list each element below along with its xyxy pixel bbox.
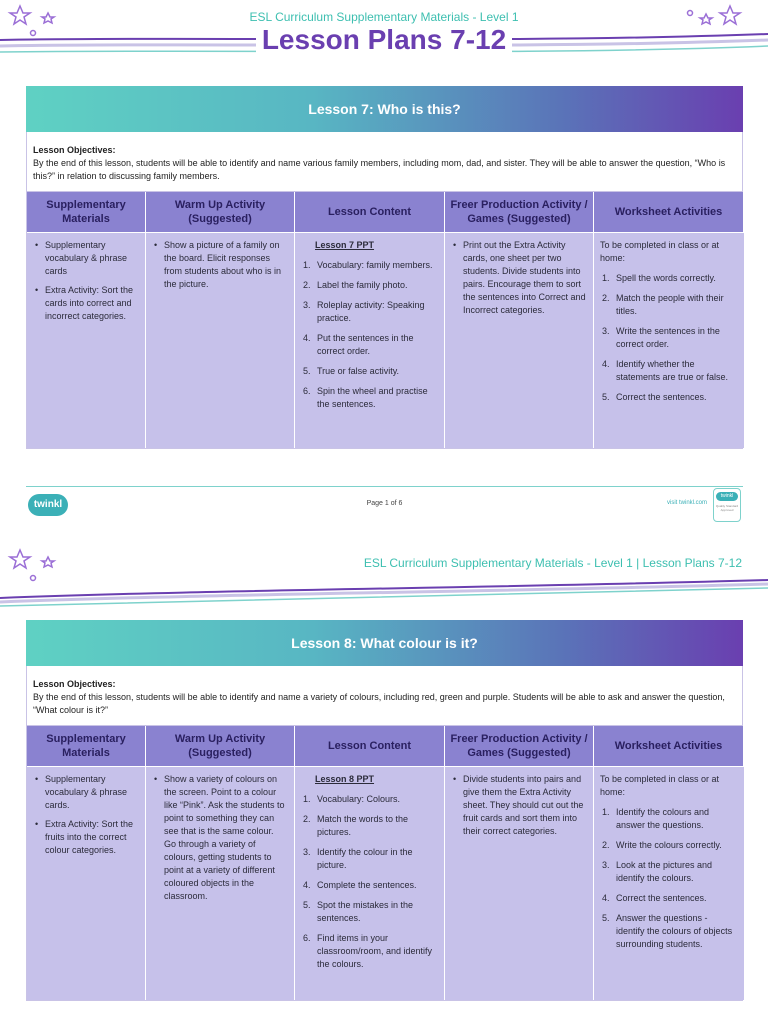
- list-item: Vocabulary: family members.: [317, 260, 433, 270]
- list-item: Correct the sentences.: [616, 392, 707, 402]
- column-header: Warm Up Activity (Suggested): [146, 726, 295, 766]
- warmup-cell: [146, 232, 295, 448]
- document-subtitle: ESL Curriculum Supplementary Materials - Level 1: [249, 10, 519, 24]
- worksheet-cell: [594, 232, 744, 448]
- list-item: Identify whether the statements are true or false.: [616, 359, 729, 382]
- page-header: [0, 540, 768, 610]
- list-item: Put the sentences in the correct order.: [317, 333, 414, 356]
- list-item: • Show a variety of colours on the screen. Point to a colour like “Pink”. Ask the students to point to something they can see that is the same colour. Go through a variety of colours, getting students to point at a variety of different coloured objects in the classroom.: [152, 773, 288, 903]
- worksheet-cell: [594, 766, 744, 1000]
- worksheet-intro: To be completed in class or at home:: [600, 240, 720, 263]
- page-footer: [26, 480, 743, 526]
- objectives-label: Lesson Objectives:: [33, 679, 116, 689]
- list-item: • Extra Activity: Sort the cards into correct and incorrect categories.: [33, 284, 139, 323]
- list-item: Label the family photo.: [317, 280, 408, 290]
- lesson-title: Lesson 8: What colour is it?: [26, 620, 743, 666]
- list-item: Write the sentences in the correct order.: [616, 326, 720, 349]
- warmup-cell: [146, 766, 295, 1000]
- page-header: [0, 0, 768, 66]
- list-item: Answer the questions - identify the colours of objects surrounding students.: [616, 913, 733, 949]
- column-header: Lesson Content: [295, 192, 445, 232]
- worksheet-intro: To be completed in class or at home:: [600, 774, 720, 797]
- list-item: Match the people with their titles.: [616, 293, 724, 316]
- content-cell: [295, 766, 445, 1000]
- content-cell: [295, 232, 445, 448]
- column-header: Worksheet Activities: [594, 726, 744, 766]
- list-item: True or false activity.: [317, 366, 400, 376]
- page-number: Page 1 of 6: [366, 500, 403, 507]
- lesson-7-table: [26, 86, 743, 449]
- list-item: • Supplementary vocabulary & phrase cards: [33, 239, 139, 278]
- freer-production-cell: [445, 232, 594, 448]
- document-subtitle: ESL Curriculum Supplementary Materials - Level 1 | Lesson Plans 7-12: [363, 556, 742, 570]
- list-item: • Supplementary vocabulary & phrase cards.: [33, 773, 139, 812]
- column-header: Freer Production Activity / Games (Suggested): [445, 192, 594, 232]
- lesson-objectives: [26, 132, 743, 192]
- list-item: Spot the mistakes in the sentences.: [317, 900, 414, 923]
- objectives-label: Lesson Objectives:: [33, 145, 116, 155]
- list-item: Write the colours correctly.: [616, 840, 722, 850]
- list-item: Spin the wheel and practise the sentences.: [317, 386, 428, 409]
- freer-production-cell: [445, 766, 594, 1000]
- lesson-title: Lesson 7: Who is this?: [26, 86, 743, 132]
- column-header: Supplementary Materials: [27, 192, 146, 232]
- list-item: Vocabulary: Colours.: [317, 794, 401, 804]
- list-item: Complete the sentences.: [317, 880, 417, 890]
- website-link[interactable]: visit twinkl.com: [666, 500, 707, 506]
- footer-divider: [26, 486, 743, 487]
- materials-cell: [27, 232, 146, 448]
- list-item: Identify the colours and answer the questions.: [616, 807, 710, 830]
- list-item: Match the words to the pictures.: [317, 814, 409, 837]
- materials-cell: [27, 766, 146, 1000]
- list-item: Roleplay activity: Speaking practice.: [317, 300, 425, 323]
- page-title: Lesson Plans 7-12: [0, 24, 768, 56]
- list-item: Spell the words correctly.: [616, 273, 716, 283]
- ppt-link[interactable]: Lesson 8 PPT: [315, 774, 375, 784]
- twinkl-logo[interactable]: twinkl: [28, 494, 68, 516]
- column-header: Supplementary Materials: [27, 726, 146, 766]
- list-item: Find items in your classroom/room, and identify the colours.: [317, 933, 433, 969]
- star-icon: [10, 550, 54, 581]
- objectives-text: By the end of this lesson, students will be able to identify and name a variety of colours, including red, green and purple. Students will be able to ask and answer the question, “What colour is it?”: [33, 692, 725, 715]
- header-decoration: [0, 540, 768, 610]
- badge-logo: twinkl: [716, 492, 738, 501]
- column-header: Worksheet Activities: [594, 192, 744, 232]
- list-item: Look at the pictures and identify the colours.: [616, 860, 713, 883]
- objectives-text: By the end of this lesson, students will be able to identify and name various family members, including mom, dad, and sister. They will be able to answer the question, “Who is this?” in relation to discussing family members.: [33, 158, 726, 181]
- column-header: Lesson Content: [295, 726, 445, 766]
- list-item: Correct the sentences.: [616, 893, 707, 903]
- quality-badge-icon: [713, 488, 741, 522]
- list-item: • Print out the Extra Activity cards, one sheet per two students. Divide students into pairs. Encourage them to sort the sentences into Correct and Incorrect categories.: [451, 239, 587, 317]
- lesson-objectives: [26, 666, 743, 726]
- column-header: Freer Production Activity / Games (Suggested): [445, 726, 594, 766]
- lesson-8-table: [26, 620, 743, 1001]
- column-header: Warm Up Activity (Suggested): [146, 192, 295, 232]
- ppt-link[interactable]: Lesson 7 PPT: [315, 240, 375, 250]
- list-item: Identify the colour in the picture.: [317, 847, 413, 870]
- list-item: • Extra Activity: Sort the fruits into the correct colour categories.: [33, 818, 139, 857]
- badge-text: Quality Standard Approved: [715, 504, 739, 512]
- list-item: • Divide students into pairs and give them the Extra Activity sheet. They should cut out the fruit cards and sort them into their correct categories.: [451, 773, 587, 838]
- list-item: • Show a picture of a family on the board. Elicit responses from students about who is in the picture.: [152, 239, 288, 291]
